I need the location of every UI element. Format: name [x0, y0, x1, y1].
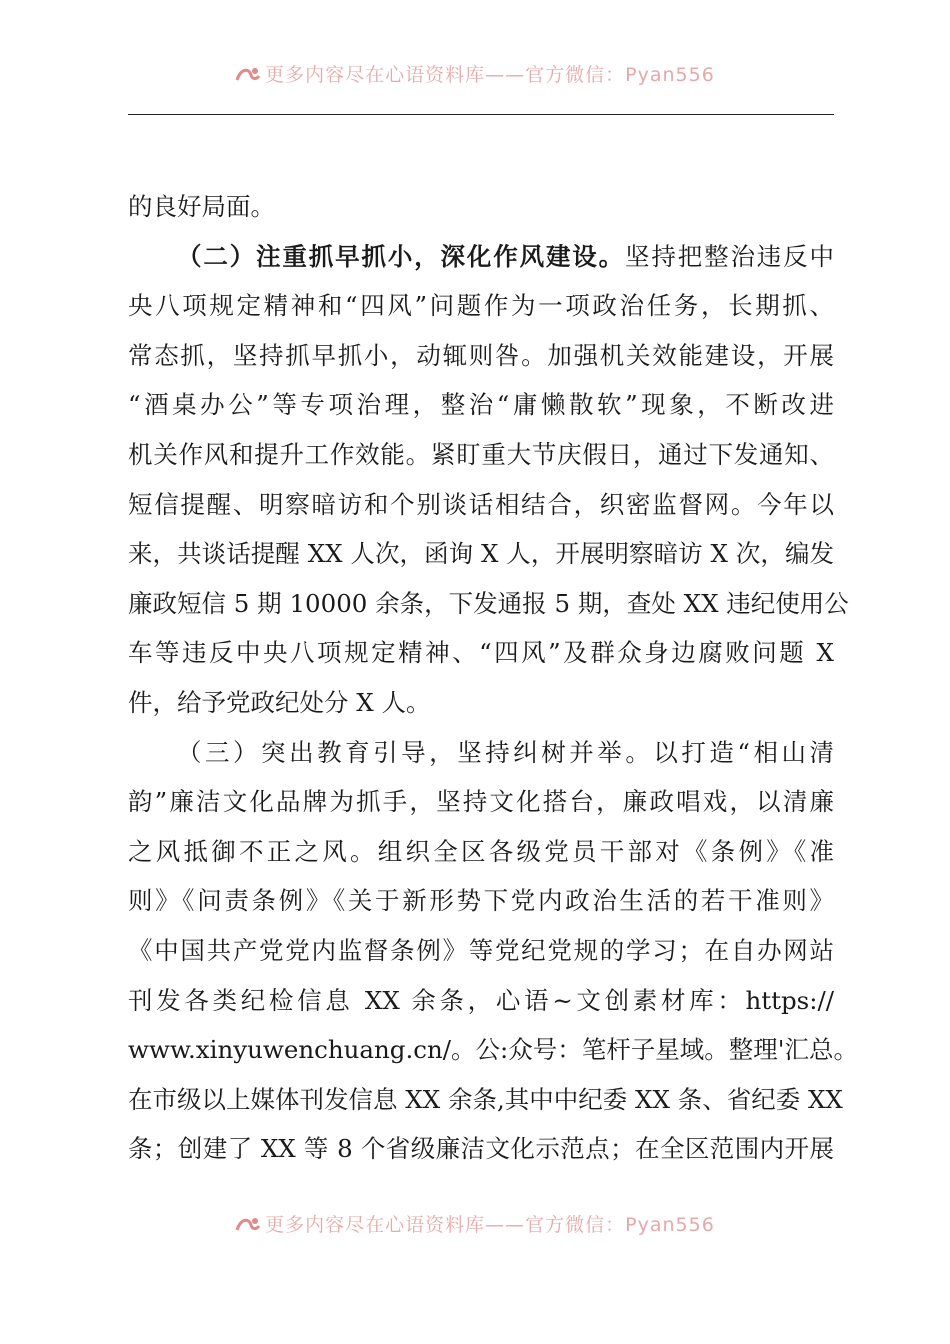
text-line: 韵”廉洁文化品牌为抓手，坚持文化搭台，廉政唱戏，以清廉 [128, 787, 834, 817]
logo-icon [235, 66, 261, 84]
text-line: 条；创建了 XX 等 8 个省级廉洁文化示范点；在全区范围内开展 [128, 1134, 834, 1164]
text-line [128, 232, 834, 282]
text-line: 的良好局面。 [128, 192, 275, 221]
logo-icon [235, 1216, 261, 1234]
section-heading: （二）注重抓早抓小，深化作风建设。 [177, 241, 626, 271]
text-line: 短信提醒、明察暗访和个别谈话相结合，织密监督网。今年以 [128, 489, 834, 519]
text-line: 件，给予党政纪处分 X 人。 [128, 687, 431, 717]
text-line: （三）突出教育引导，坚持纠树并举。以打造“相山清 [177, 737, 834, 767]
text-line: 则》《问责条例》《关于新形势下党内政治生活的若干准则》 [128, 886, 834, 916]
watermark-text: 更多内容尽在心语资料库——官方微信：Pyan556 [265, 1214, 715, 1236]
text-line: 廉政短信 5 期 10000 余条，下发通报 5 期，查处 XX 违纪使用公 [128, 588, 849, 618]
watermark-text: 更多内容尽在心语资料库——官方微信：Pyan556 [265, 64, 715, 86]
header-watermark [0, 60, 950, 87]
text-line: “酒桌办公”等专项治理，整治“庸懒散软”现象，不断改进 [128, 390, 834, 420]
text-line: 常态抓，坚持抓早抓小，动辄则咎。加强机关效能建设，开展 [128, 340, 834, 370]
text-line: 机关作风和提升工作效能。紧盯重大节庆假日，通过下发通知、 [128, 439, 834, 469]
text-line: www.xinyuwenchuang.cn/。公:众号：笔杆子星域。整理'汇总。 [128, 1035, 858, 1065]
text-line: 央八项规定精神和“四风”问题作为一项政治任务，长期抓、 [128, 291, 834, 321]
text-line: 在市级以上媒体刊发信息 XX 余条,其中中纪委 XX 条、省纪委 XX [128, 1084, 843, 1114]
text-line: 刊发各类纪检信息 XX 余条，心语~文创素材库：https:// [128, 985, 834, 1015]
header-divider [128, 114, 834, 115]
text-line: 来，共谈话提醒 XX 人次，函询 X 人，开展明察暗访 X 次，编发 [128, 539, 834, 569]
document-body [128, 182, 858, 1174]
text-run: 坚持把整治违反中 [625, 241, 835, 271]
text-line: 《中国共产党党内监督条例》等党纪党规的学习；在自办网站 [128, 935, 834, 965]
text-line: 之风抵御不正之风。组织全区各级党员干部对《条例》《准 [128, 836, 834, 866]
text-line: 车等违反中央八项规定精神、“四风”及群众身边腐败问题 X [128, 638, 834, 668]
footer-watermark [0, 1210, 950, 1237]
